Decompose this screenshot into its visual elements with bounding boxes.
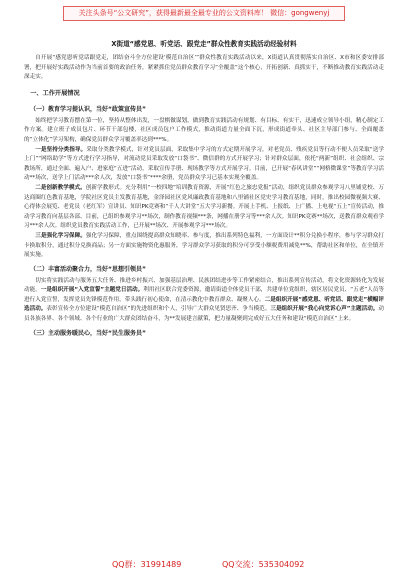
- promo-banner: 关注头条号“公文研究”，获得最新最全最专业的公文资料库！ 微信：gongwenyj: [63, 6, 345, 21]
- paragraph-2-text: 采取分类教学模式，针对党员层面，采取集中学习的方式定期开展学习，对老党员、残疾党员等行动不便人员采取“送学上门”“网络助学”等方式进行学习指导，对流动党员采取发放“口袋书”、微信群的方式开展学习；针对群众层面，依托“两新”组织、社会组织、宗教场所，通过全面、遍入户、进家庭“五进”活动，采取宣传手册、现场教学等方式开展学习。目前，已开展“春风讲堂”“网格微课堂”等教育学习活动**场次，送学上门活动***余人次，发放“口袋书”****余册，党员群众学习已基本实现全覆盖。: [24, 146, 384, 182]
- subsection-heading-2: （二）丰富活动聚合力，当好“思想引领员”: [30, 265, 146, 273]
- section-heading: 一、工作开展情况: [30, 89, 80, 97]
- paragraph-5-text: 切实将实践活动与服务五大任务、推进乡村振兴、加强基层治理、民族团结进步等工作紧密结合，推出系列宣传活动，将文化资源转化为发展动能。: [24, 277, 384, 294]
- paragraph-4-text: 强化学习保障，重点围绕提高群众知晓率、参与度，推出系列特色福利，一方面设计**积分兑换小程序，参与学习群众打卡换取积分，通过积分兑换商品；另一方面实施物资化惠服务，学习群众学习获取的积分可享受小额税费用减免**%，帮助社区和单位，在全镇开展实施。: [24, 232, 384, 259]
- paragraph-5-text-b: 利用社区联合党委资源，邀请街道全体党员干部，共建单位党组织，辖区居民党员、“五老”人员等进行入党宣誓，发挥党员先锋模范作用，带头践行初心使命，在清示教化中教育群众、凝聚人心。: [24, 287, 384, 303]
- paragraph-3: [24, 184, 384, 232]
- intro-paragraph: 自开展“感党恩听党话跟党走，团结奋斗全方位建设‘模范自治区’”群众性教育实践活动以来，X街道认真贯彻落实自治区、X市和区委安排部署，把开展好实践活动作为当前首要的政治任务，紧紧抓住党员群众教育学习“全覆盖”这个核心，开拓创新、真抓实干，不断推动教育实践活动走深走实。: [24, 55, 384, 81]
- paragraph-4: [24, 232, 384, 261]
- footer: [0, 557, 408, 573]
- paragraph-1: 始终把学习教育摆在第一位，坚持从整体出发，一盘棋做谋划，做到教育实践活动有规划、有目标、有实干，迅速成立领导小组，精心制定工作方案。建立班子成员包片、环节干部包楼，社区成员包户工作模式，推动街道力量全面下沉，形成街道牵头、社区主导部门参与、全面覆盖的“立体化”学习架构，确保党员群众学习覆盖率达到***%。: [24, 117, 384, 143]
- paragraph-6-lead: 二是组织开展“感党恩、听党话、跟党走”横幅评选活动。: [24, 296, 384, 313]
- paragraph-2-lead: 一是坚持分类指导。: [35, 146, 87, 153]
- paragraph-3-lead: 二是创新教学模式。: [35, 184, 86, 191]
- paragraph-5-lead: 一是组织开展“入党宣誓”主题党日活动。: [40, 287, 144, 294]
- paragraph-7-lead: 三是组织开展“我心向党诉心声”主题活动。: [270, 306, 379, 313]
- subsection-heading-1: （一）教育学习提认识，当好“政策宣传员”: [30, 105, 146, 113]
- document-title: X街道“感党恩、听党话、跟党走”群众性教育实践活动经验材料: [111, 40, 297, 48]
- paragraph-7-text: 动员各族各界、各个领域、各个行业的广大群众团结奋斗，为**发展建言献策，把力量凝聚到完成好五大任务和建设“模范自治区”上来。: [24, 306, 385, 323]
- footer-qq-chat: QQ交流：535304092: [222, 560, 305, 569]
- paragraph-6-text: 表彰宣传全方位建设“模范自治区”的先进组织和个人，引导广大群众见贤思齐、争当模范。: [46, 306, 271, 313]
- paragraph-4-lead: 三是强化学习保障。: [35, 232, 86, 239]
- footer-qq-group: QQ群：31991489: [112, 560, 182, 569]
- paragraph-2: [24, 146, 384, 184]
- subsection-heading-3: （三）主动服务暖民心，当好“民生服务员”: [30, 329, 146, 337]
- paragraph-3-text: 创新学教形式。充分利用“一校四地”培训教育资源，开展“红色之旅忠党报”活动，组织党员群众参观学习八里铺党校、万达商圈红色教育基地，学院社区党员主发教育基地，金泽园社区党风廉政教育基地和八里铺社区党史学习教育基地，同时，推出校园微视频大赛、心得体会展览、老党员（老红军）宣讲员、知识PK竞赛和“千人大讲堂”五大学习新餐。开展上手机、上报纸、上广播、上电视“五上”宣传活动，推动学习教育向基层各部、目前，已组织参观学习**场次，制作教育视频***条，网播在册学习等***余人次。知识PK竞赛**场次，送教育群众观看学习***余人次。组织党员教育实践活动工作，已开展**场次、开展参观学习***场次。: [24, 184, 384, 230]
- paragraph-5: [24, 277, 384, 325]
- document-body: [24, 38, 384, 341]
